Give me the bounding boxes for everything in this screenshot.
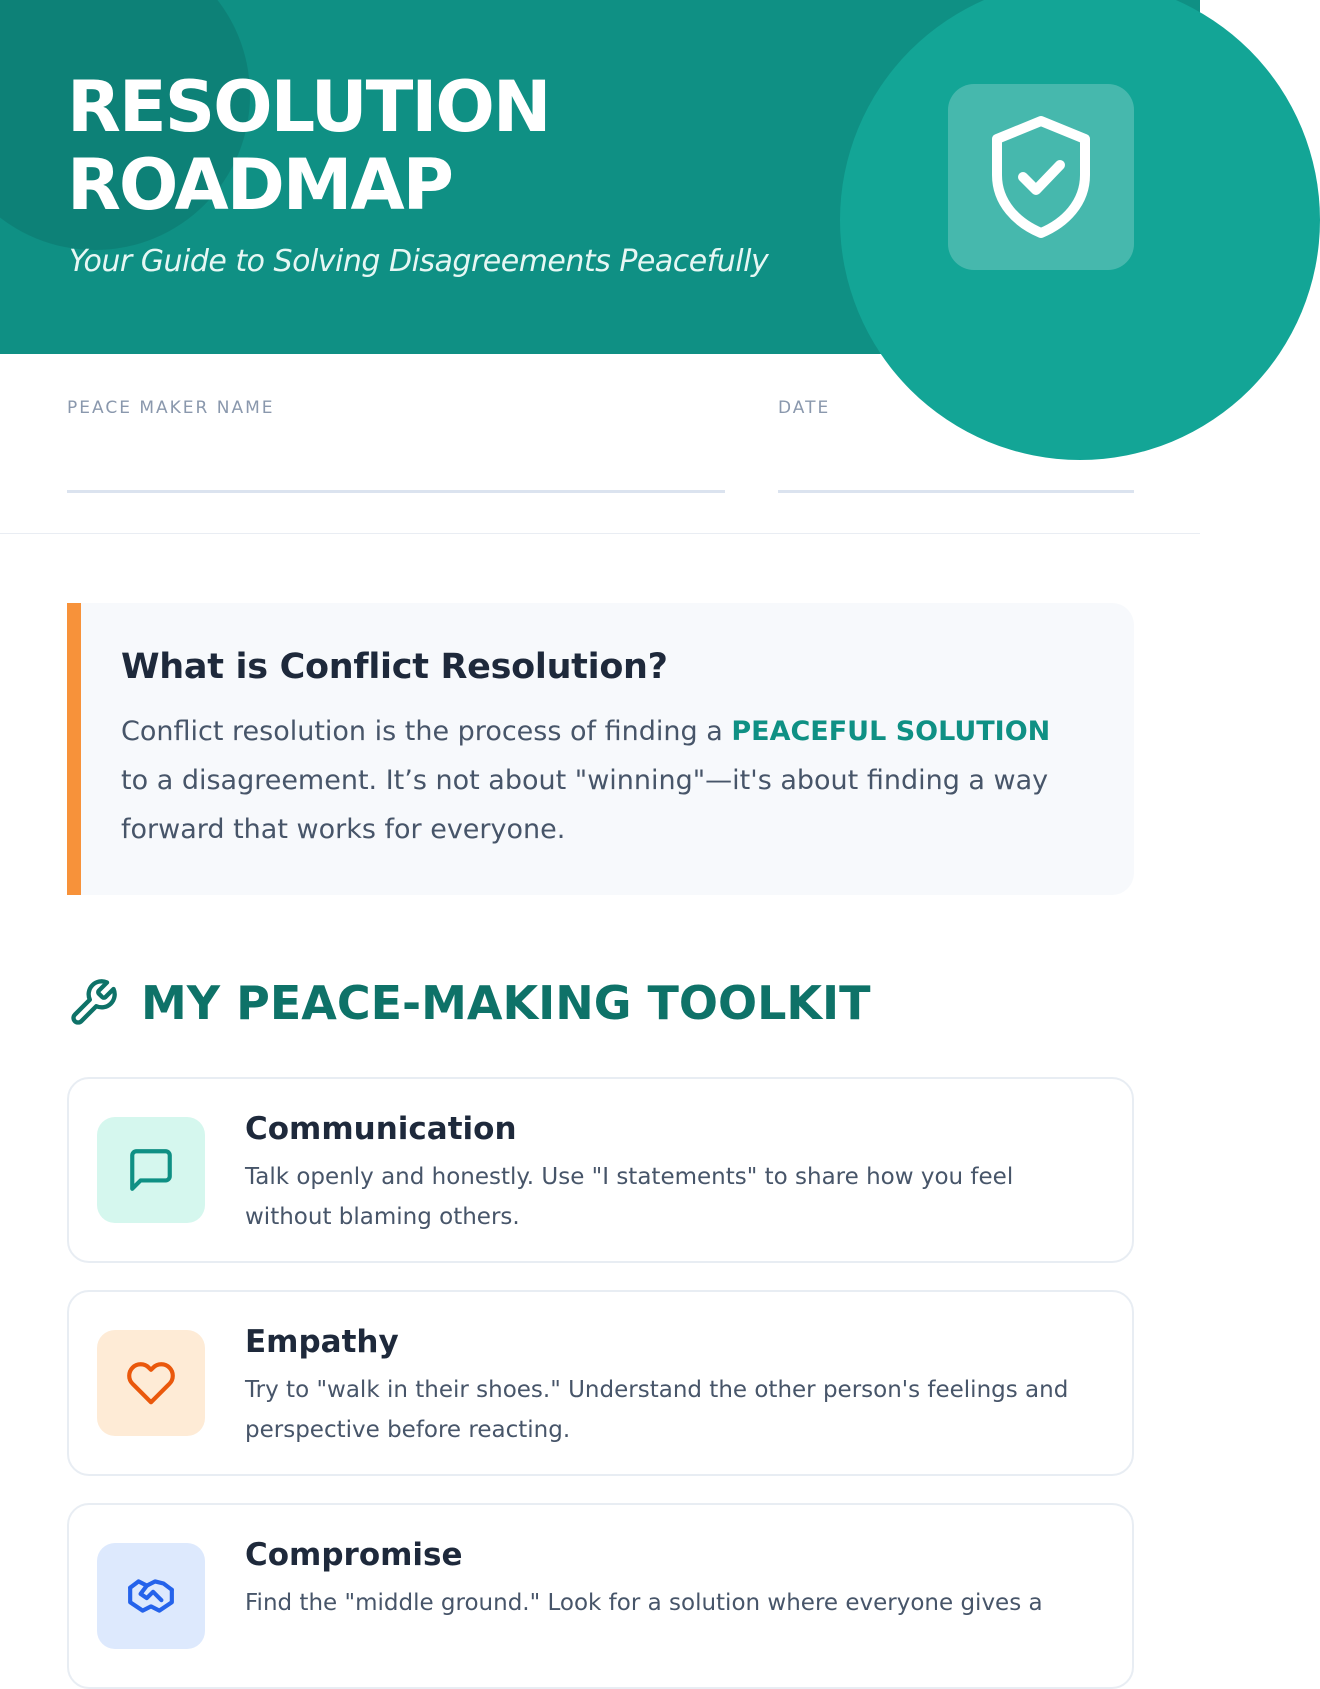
toolkit-heading: MY PEACE-MAKING TOOLKIT bbox=[141, 976, 871, 1030]
heart-icon bbox=[124, 1358, 178, 1408]
handshake-icon bbox=[124, 1571, 178, 1621]
wrench-icon bbox=[67, 977, 119, 1029]
toolkit-card-description: Talk openly and honestly. Use "I statements" to share how you feel without blaming others. bbox=[245, 1164, 1014, 1230]
shield-badge bbox=[948, 84, 1134, 270]
intro-text bbox=[121, 707, 1081, 854]
communication-icon-box bbox=[97, 1117, 205, 1223]
toolkit-card-description: Try to "walk in their shoes." Understand the other person's feelings and perspective before reacting. bbox=[245, 1377, 1069, 1443]
toolkit-section-header bbox=[67, 976, 871, 1030]
empathy-icon-box bbox=[97, 1330, 205, 1436]
shield-check-icon bbox=[989, 115, 1093, 239]
toolkit-card-description: Find the "middle ground." Look for a solution where everyone gives a bbox=[245, 1590, 1043, 1616]
toolkit-card-empathy bbox=[67, 1290, 1134, 1476]
toolkit-card-title: Empathy bbox=[245, 1324, 399, 1360]
intro-callout bbox=[67, 603, 1134, 895]
toolkit-card-communication bbox=[67, 1077, 1134, 1263]
title-line-2: ROADMAP bbox=[67, 144, 452, 226]
page-subtitle: Your Guide to Solving Disagreements Peacefully bbox=[69, 244, 769, 279]
header-banner bbox=[0, 0, 1200, 354]
date-field-label: DATE bbox=[778, 398, 831, 418]
toolkit-card-title: Communication bbox=[245, 1111, 517, 1147]
toolkit-card-title: Compromise bbox=[245, 1537, 463, 1573]
intro-heading: What is Conflict Resolution? bbox=[121, 647, 668, 687]
toolkit-card-compromise bbox=[67, 1503, 1134, 1689]
name-field-label: PEACE MAKER NAME bbox=[67, 398, 275, 418]
intro-highlight: PEACEFUL SOLUTION bbox=[731, 716, 1051, 747]
section-divider bbox=[0, 533, 1200, 534]
compromise-icon-box bbox=[97, 1543, 205, 1649]
intro-text-start: Conflict resolution is the process of finding a bbox=[121, 716, 732, 747]
title-line-1: RESOLUTION bbox=[67, 66, 550, 148]
name-field[interactable] bbox=[67, 490, 725, 493]
speech-bubble-icon bbox=[124, 1145, 178, 1195]
date-field[interactable] bbox=[778, 490, 1134, 493]
page-title bbox=[67, 68, 767, 224]
intro-text-end: to a disagreement. It’s not about "winning"—it's about finding a way forward that works for everyone. bbox=[121, 765, 1049, 845]
